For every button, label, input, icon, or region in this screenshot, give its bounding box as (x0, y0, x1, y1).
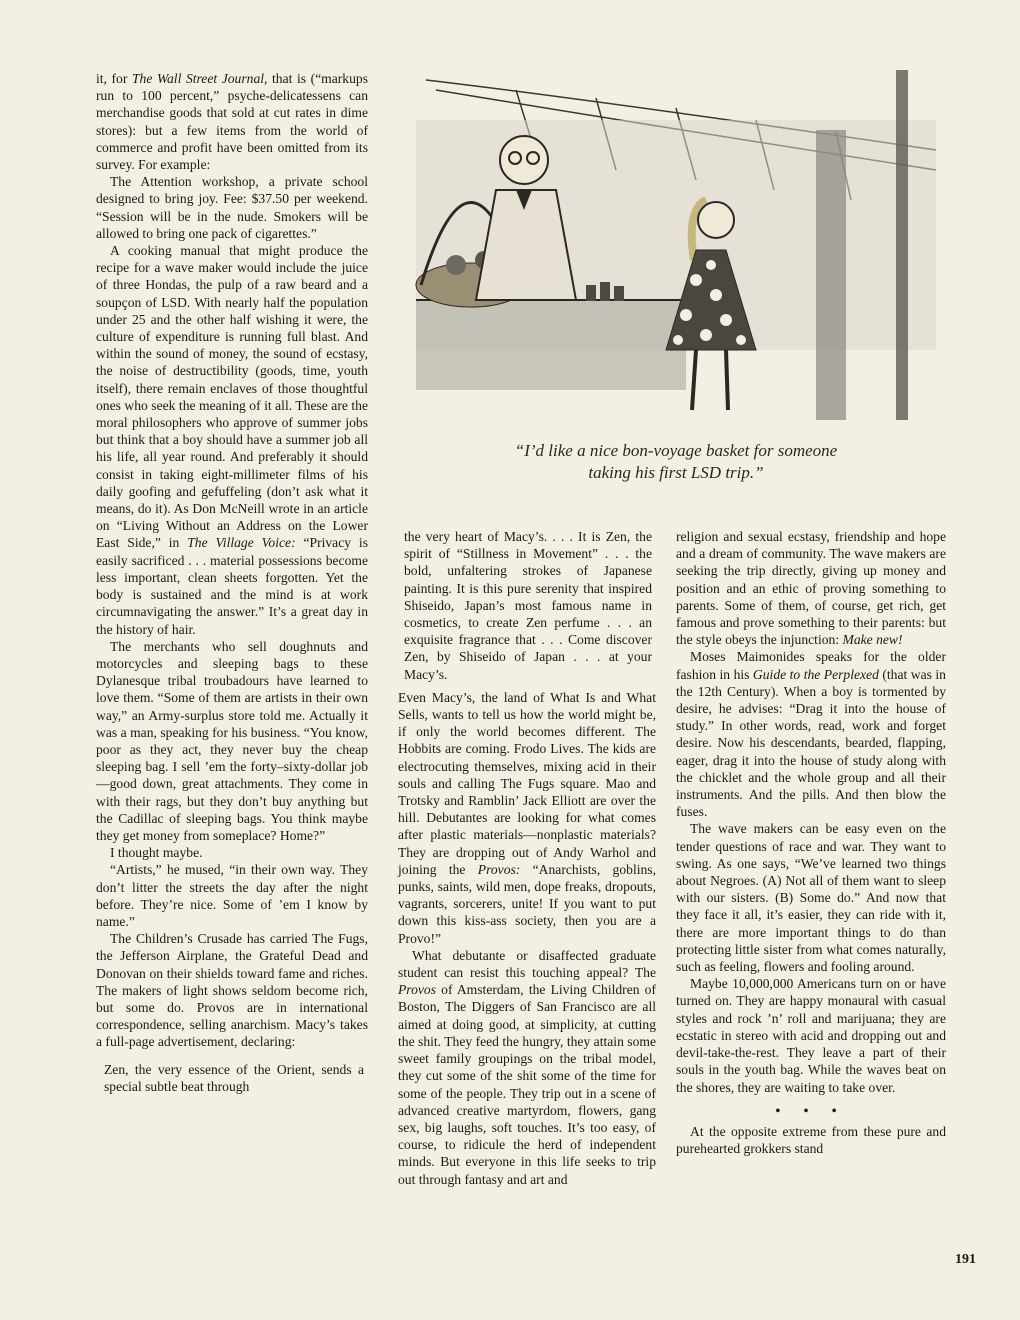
text-column-2 (398, 528, 656, 1188)
shop-cartoon-illustration (396, 60, 952, 432)
text-column-3 (676, 528, 946, 1157)
paragraph: At the opposite extreme from these pure and purehearted grokkers stand (676, 1123, 946, 1157)
paragraph: The Attention workshop, a private school designed to bring joy. Fee: $37.50 per weekend. “Session will be in the nude. Smokers will be allowed to bring one pack of cigarettes.” (96, 174, 368, 241)
cartoon-illustration (396, 60, 952, 432)
caption-line-1: “I’d like a nice bon-voyage basket for someone (514, 441, 838, 460)
paragraph: I thought maybe. (110, 845, 203, 861)
paragraph: Moses Maimonides speaks for the older fashion in his Guide to the Perplexed (that was in the 12th Century). When a boy is tormented by desire, he advises: “Drag it into the house of study.” In other words, read, work and forget desire. Now his descendants, bearded, flapping, eager, drag it into the house of study along with the chicklet and the whole group and all their instruments. And the pills. And then blow the fuses. (676, 649, 946, 820)
caption-line-2: taking his first LSD trip.” (588, 463, 764, 482)
text-column-1 (96, 70, 368, 1095)
paragraph: The merchants who sell doughnuts and motorcycles and sleeping bags to these Dylanesque tribal troubadours have learned to love them. “Some of them are artists in their own way,” an Army-surplus store told me. Actually it was a man, speaking for his business. “You know, poor as they act, they never buy the cheap sleeping bag. I sell ’em the forty–sixty-dollar job—good down, great attachments. They come in with their rags, but they don’t buy anything but the Cadillac of sleeping bags. You think maybe they get money from someplace? Home?” (96, 638, 368, 843)
paragraph: Even Macy’s, the land of What Is and What Sells, wants to tell us how the world might be, if only the world becomes different. The Hobbits are coming. Frodo Lives. The kids are electrocuting themselves, mixing acid in their souls and calling The Fugs square. Mao and Trotsky and Ramblin’ Jack Elliott are over the hill. Debutantes are looking for what comes after plastic materials—nonplastic materials? They are dropping out of Andy Warhol and joining the Provos: “Anarchists, goblins, punks, saints, wild men, dope freaks, dropouts, vagrants, sorcerers, unite! If you want to put down this kiss-ass society, then you are a Provo!” (398, 689, 656, 946)
page-number: 191 (955, 1252, 976, 1267)
paragraph: What debutante or disaffected graduate student can resist this touching appeal? The Provos of Amsterdam, the Living Children of Boston, The Diggers of San Francisco are all aimed at doing good, at simplicity, at cutting the shit. They feed the hungry, they attain some sweet family groupings on the tribal model, they cut some of the shit some of the time for some of the people. They trip out in a scene of advanced creative martyrdom, flowers, gang sex, big laughs, soft touches. It’s too easy, of course, to ridicule the herd of independent minds. But everyone in this life seeks to trip out through fantasy and art and (398, 947, 656, 1187)
paragraph: The Children’s Crusade has carried The Fugs, the Jefferson Airplane, the Grateful Dead and Donovan on their shields toward fame and riches. The makers of light shows seldom become rich, but some do. Provos are in international correspondence, selling anarchism. Macy’s takes a full-page advertisement, declaring: (96, 931, 368, 1050)
paragraph: religion and sexual ecstasy, friendship and hope and a dream of community. The wave makers are seeking the trip directly, giving up money and position and an ethic of proving something to parents. Some of them, of course, get rich, get famous and prove something to their parents: but the style obeys the injunction: Make new! (676, 529, 946, 648)
section-break: • • • (775, 1102, 847, 1118)
paragraph: it, for The Wall Street Journal, that is (“markups run to 100 percent,” psyche-delicatessens can merchandise goods that sold at cut rates in dime stores): but a few items from the world of commerce and profit have been omitted from its survey. For example: (96, 71, 368, 173)
cartoon-caption (398, 440, 954, 484)
paragraph: “Artists,” he mused, “in their own way. They don’t litter the streets the day after the night before. They’re nice. Some of ’em I know by name.” (96, 862, 368, 929)
paragraph: The wave makers can be easy even on the tender questions of race and war. They want to swing. As one says, “We’ve learned two things about Negroes. (A) Not all of them want to sleep with our sisters. (B) Some do.” And now that they face it all, it’s easier, they can ride with it, there are more important things to do than protecting little sister from what comes naturally, such as feeling, flowers and fooling around. (676, 821, 946, 975)
quoted-advertisement: Zen, the very essence of the Orient, sends a special subtle beat through (104, 1061, 364, 1094)
paragraph: Maybe 10,000,000 Americans turn on or have turned on. They are happy monaural with casual styles and rock ’n’ roll and marijuana; they are ecstatic in stereo with acid and dropping out and devil-take-the-rest. They leave a part of their souls in the youth bag. While the waves beat on the shores, they are waiting to take over. (676, 976, 946, 1095)
quoted-advertisement: the very heart of Macy’s. . . . It is Zen, the spirit of “Stillness in Movement” . . . the bold, unfaltering strokes of Japanese painting. It is this pure serenity that inspired Shiseido, Japan’s most famous name in cosmetics, to create Zen perfume . . . an exquisite fragrance that . . . Come discover Zen, by Shiseido of Japan . . . at your Macy’s. (404, 529, 652, 682)
paragraph: A cooking manual that might produce the recipe for a wave maker would include the juice of three Hondas, the pulp of a raw beard and a soupçon of LSD. With nearly half the population under 25 and the other half wishing it were, the culture of expenditure is running full blast. And within the sound of money, the sound of ecstasy, the noise of destructibility (goods, time, youth itself), there remain enclaves of those thoughtful ones who seek the meaning of it all. These are the moral philosophers who approve of summer jobs but think that a boy should have a summer job all his life, all year round. And preferably it should consist in taking eight-millimeter films of his daily goofing and gefuffeling (don’t ask what it means, do it). As Don McNeill wrote in an article on “Living Without an Address on the Lower East Side,” in The Village Voice: “Privacy is easily sacrificed . . . material possessions become less important, clean sheets forgotten. Yet the body is sustained and the mind is at work circumnavigating the answer.” It’s a great day in the history of hair. (96, 243, 368, 637)
